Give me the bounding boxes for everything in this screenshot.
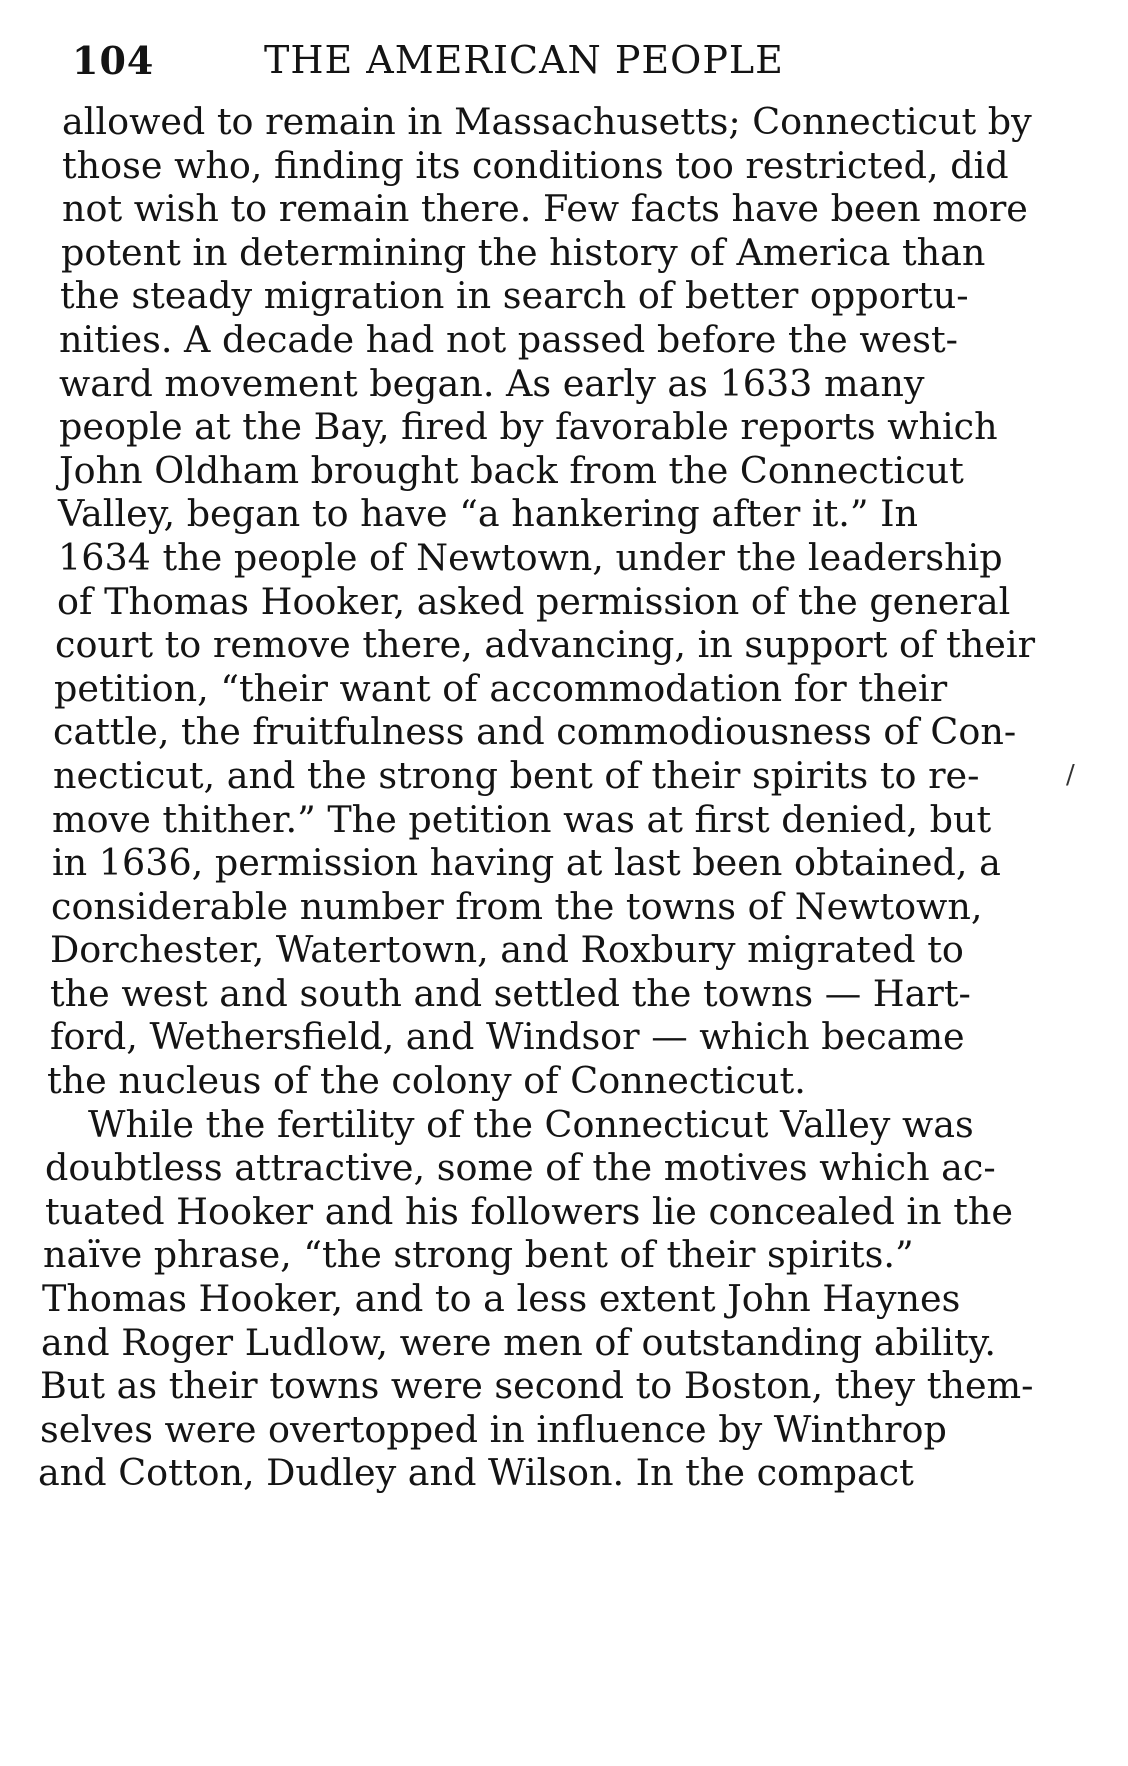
running-head: THE AMERICAN PEOPLE [264, 38, 784, 82]
text-line: allowed to remain in Massachusetts; Connecticut by [62, 100, 1032, 143]
text-line: and Roger Ludlow, were men of outstanding ability. [41, 1320, 997, 1364]
text-line: While the fertility of the Connecticut Valley was [88, 1102, 974, 1146]
text-line: and Cotton, Dudley and Wilson. In the compact [38, 1451, 914, 1495]
text-line: petition, “their want of accommodation for their [54, 666, 948, 710]
text-line: the steady migration in search of better opportu- [60, 274, 969, 318]
text-line: nities. A decade had not passed before the west- [59, 317, 958, 361]
text-line: of Thomas Hooker, asked permission of the general [57, 579, 1011, 623]
body-text [38, 100, 1036, 1495]
text-line: naïve phrase, “the strong bent of their spirits.” [43, 1233, 914, 1277]
text-line: necticut, and the strong bent of their spirits to re- [53, 753, 980, 797]
page-number: 104 [72, 38, 155, 83]
text-line: Dorchester, Watertown, and Roxbury migrated to [50, 928, 964, 972]
text-line: tuated Hooker and his followers lie concealed in the [45, 1189, 1013, 1233]
text-line: those who, finding its conditions too restricted, did [62, 143, 1009, 187]
text-line: in 1636, permission having at last been obtained, a [52, 841, 1001, 885]
text-line: selves were overtopped in influence by Winthrop [40, 1407, 947, 1451]
text-line: Thomas Hooker, and to a less extent John Haynes [42, 1277, 961, 1321]
stray-mark: / [1066, 760, 1075, 790]
text-line: court to remove there, advancing, in support of their [55, 623, 1036, 667]
text-line: the nucleus of the colony of Connecticut. [47, 1059, 806, 1103]
text-line: ford, Wethersfield, and Windsor — which became [50, 1015, 965, 1059]
text-line: Valley, began to have “a hankering after it.” In [58, 492, 919, 536]
text-line: considerable number from the towns of Newtown, [51, 884, 983, 928]
text-line: doubtless attractive, some of the motives which ac- [45, 1146, 996, 1190]
text-line: potent in determining the history of America than [61, 230, 986, 274]
text-line: cattle, the fruitfulness and commodiousness of Con- [53, 710, 1017, 754]
text-line: not wish to remain there. Few facts have been more [62, 187, 1028, 231]
text-line: ward movement began. As early as 1633 many [59, 361, 925, 405]
text-line: move thither.” The petition was at first denied, but [52, 797, 992, 841]
page-header [64, 38, 964, 94]
text-line: people at the Bay, fired by favorable reports which [59, 405, 998, 449]
text-line: John Oldham brought back from the Connecticut [59, 448, 964, 492]
text-line: But as their towns were second to Boston, they them- [40, 1364, 1034, 1408]
text-line: the west and south and settled the towns — Hart- [50, 971, 971, 1015]
text-line: 1634 the people of Newtown, under the leadership [58, 535, 1003, 579]
